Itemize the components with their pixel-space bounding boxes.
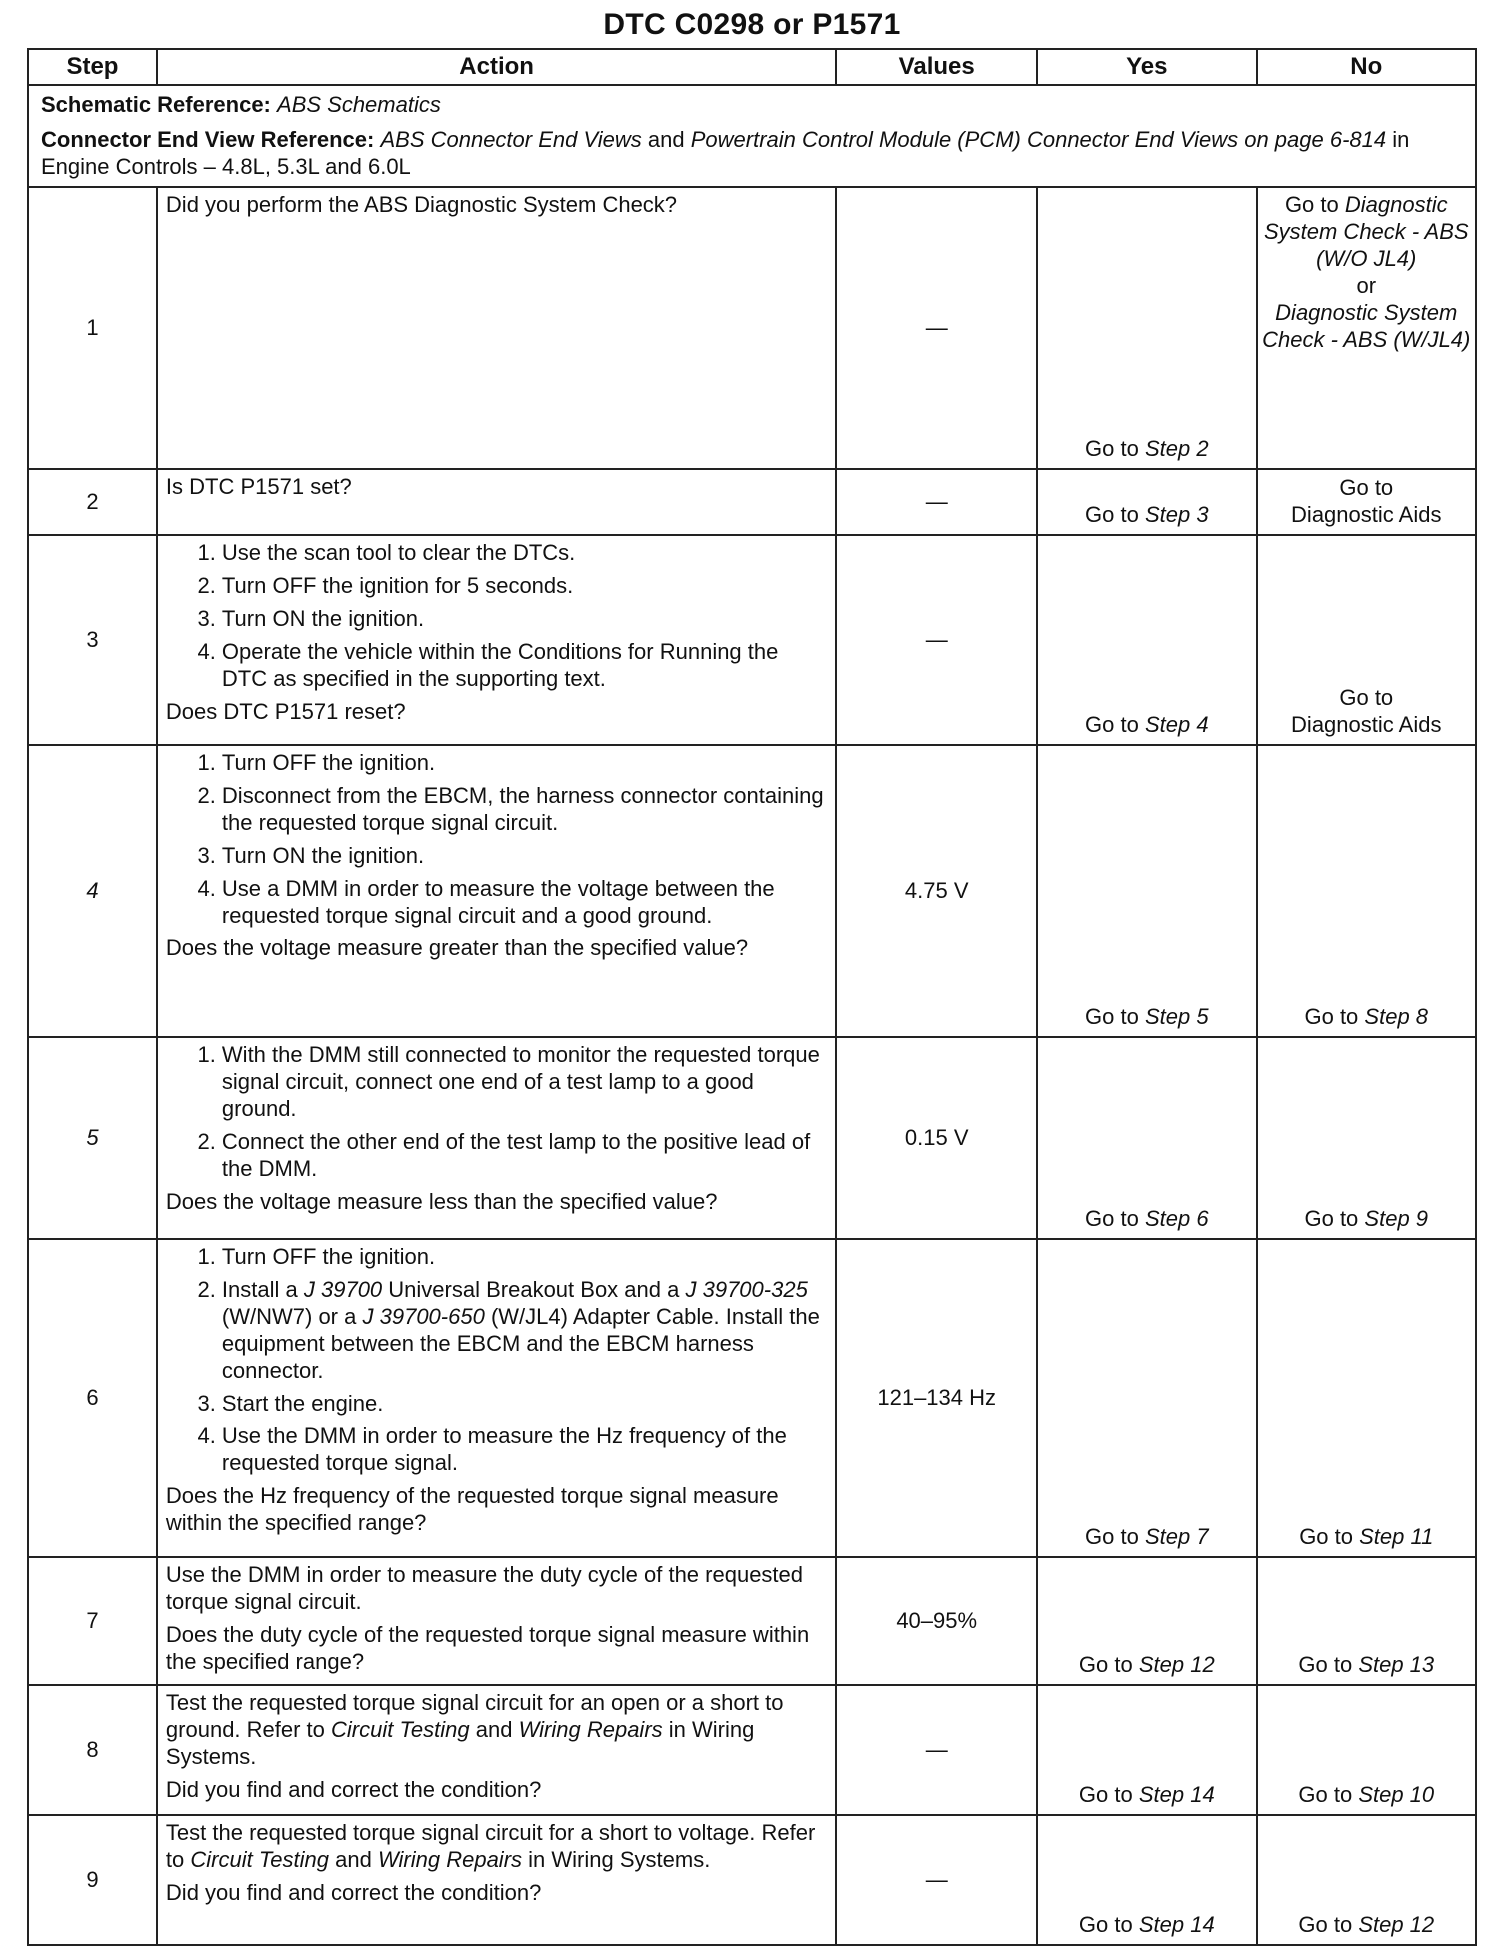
reference-cell bbox=[28, 85, 1476, 187]
schematic-ref-link[interactable]: ABS Schematics bbox=[277, 92, 441, 117]
no-link-b[interactable]: Diagnostic System Check - ABS (W/JL4) bbox=[1262, 299, 1471, 352]
connector-ref-and: and bbox=[647, 126, 685, 152]
no-link[interactable]: Step 13 bbox=[1358, 1651, 1435, 1677]
value-cell: 0.15 V bbox=[836, 1037, 1037, 1239]
question: Did you find and correct the condition? bbox=[165, 1776, 542, 1802]
go-to-text: Go to bbox=[1078, 1911, 1133, 1937]
no-link[interactable]: Diagnostic Aids bbox=[1291, 711, 1442, 737]
yes-link[interactable]: Step 12 bbox=[1138, 1651, 1215, 1677]
header-action: Action bbox=[157, 49, 836, 85]
go-to-text: Go to bbox=[1085, 1523, 1139, 1549]
no-cell bbox=[1257, 469, 1476, 535]
step-number: 9 bbox=[28, 1815, 157, 1945]
question: Does the voltage measure less than the specified value? bbox=[165, 1188, 718, 1214]
action-cell bbox=[157, 1557, 836, 1685]
connector-ref-tail: in Engine Controls – 4.8L, 5.3L and 6.0L bbox=[41, 126, 1410, 179]
step-number: 5 bbox=[28, 1037, 157, 1239]
connector-ref-link-pcm[interactable]: Powertrain Control Module (PCM) Connector End Views on page 6-814 bbox=[690, 126, 1387, 152]
question: Did you find and correct the condition? bbox=[165, 1880, 542, 1906]
item-text: (W/JL4) Adapter Cable. Install the equipment between the EBCM and the EBCM harness connector. bbox=[221, 1304, 820, 1383]
yes-cell bbox=[1037, 745, 1256, 1037]
question: Does the Hz frequency of the requested torque signal measure within the specified range? bbox=[165, 1483, 779, 1535]
wiring-repairs-link[interactable]: Wiring Repairs bbox=[377, 1847, 523, 1873]
list-item: 3. Turn ON the ignition. bbox=[222, 843, 827, 870]
connector-ref-label: Connector End View Reference: bbox=[41, 126, 375, 152]
action-cell bbox=[157, 1037, 836, 1239]
diagnostic-table bbox=[27, 48, 1477, 1946]
table-row bbox=[28, 187, 1476, 469]
step-number: 3 bbox=[28, 535, 157, 745]
no-cell bbox=[1257, 1815, 1476, 1945]
yes-cell bbox=[1037, 1239, 1256, 1557]
go-to-text: Go to bbox=[1304, 1205, 1359, 1231]
action-cell bbox=[157, 1815, 836, 1945]
schematic-ref-label: Schematic Reference: bbox=[41, 92, 271, 117]
wiring-repairs-link[interactable]: Wiring Repairs bbox=[518, 1717, 663, 1743]
question: Did you perform the ABS Diagnostic System Check? bbox=[165, 192, 678, 218]
go-to-text: Go to bbox=[1078, 1781, 1133, 1807]
yes-cell bbox=[1037, 1557, 1256, 1685]
step-number: 8 bbox=[28, 1685, 157, 1815]
yes-link[interactable]: Step 3 bbox=[1144, 501, 1209, 527]
table-row bbox=[28, 1815, 1476, 1945]
header-values: Values bbox=[836, 49, 1037, 85]
table-row bbox=[28, 745, 1476, 1037]
tool-link[interactable]: J 39700-325 bbox=[685, 1277, 808, 1303]
no-cell bbox=[1257, 1685, 1476, 1815]
action-cell bbox=[157, 469, 836, 535]
value-cell: 40–95% bbox=[836, 1557, 1037, 1685]
list-item: 1. Turn OFF the ignition. bbox=[222, 1244, 827, 1271]
question: Does the voltage measure greater than the specified value? bbox=[165, 935, 749, 961]
yes-link[interactable]: Step 7 bbox=[1144, 1523, 1209, 1549]
connector-ref-link-abs[interactable]: ABS Connector End Views bbox=[380, 126, 642, 152]
instruction bbox=[166, 1690, 827, 1770]
action-cell bbox=[157, 1239, 836, 1557]
go-to-text: Go to bbox=[1085, 501, 1139, 527]
no-cell bbox=[1257, 1037, 1476, 1239]
no-link-a[interactable]: Diagnostic System Check - ABS (W/O JL4) bbox=[1263, 192, 1469, 272]
item-text: Universal Breakout Box and a bbox=[388, 1277, 680, 1303]
value-cell: — bbox=[836, 535, 1037, 745]
action-cell bbox=[157, 1685, 836, 1815]
step-number: 6 bbox=[28, 1239, 157, 1557]
no-link[interactable]: Diagnostic Aids bbox=[1291, 501, 1442, 527]
item-text: (W/NW7) or a bbox=[221, 1304, 357, 1330]
action-cell bbox=[157, 745, 836, 1037]
header-yes: Yes bbox=[1037, 49, 1256, 85]
list-item: 1. Turn OFF the ignition. bbox=[222, 750, 827, 777]
table-row bbox=[28, 469, 1476, 535]
list-item: 3. Start the engine. bbox=[222, 1391, 827, 1418]
yes-link[interactable]: Step 2 bbox=[1144, 435, 1209, 461]
instruction-text: in Wiring Systems. bbox=[528, 1847, 711, 1873]
go-to-text: Go to bbox=[1298, 1651, 1353, 1677]
value-cell: — bbox=[836, 1685, 1037, 1815]
no-link[interactable]: Step 10 bbox=[1358, 1781, 1435, 1807]
table-row bbox=[28, 535, 1476, 745]
header-step: Step bbox=[28, 49, 157, 85]
go-to-text: Go to bbox=[1085, 1003, 1139, 1029]
tool-link[interactable]: J 39700 bbox=[303, 1277, 383, 1303]
instruction-text: Test the requested torque signal circuit for an open or a short to ground. Refer to bbox=[165, 1690, 784, 1743]
go-to-text: Go to bbox=[1085, 711, 1139, 737]
list-item: 4. Operate the vehicle within the Conditions for Running the DTC as specified in the supporting text. bbox=[222, 639, 827, 693]
no-cell bbox=[1257, 1239, 1476, 1557]
action-cell bbox=[157, 535, 836, 745]
question: Is DTC P1571 set? bbox=[165, 474, 352, 500]
table-row bbox=[28, 1557, 1476, 1685]
no-cell bbox=[1257, 187, 1476, 469]
table-row bbox=[28, 1037, 1476, 1239]
value-cell: — bbox=[836, 1815, 1037, 1945]
step-number: 4 bbox=[28, 745, 157, 1037]
and-text: and bbox=[335, 1847, 372, 1873]
instruction-text: Test the requested torque signal circuit for a short to voltage. Refer to bbox=[165, 1820, 816, 1873]
yes-link[interactable]: Step 14 bbox=[1138, 1911, 1215, 1937]
go-to-text: Go to bbox=[1304, 1003, 1359, 1029]
circuit-testing-link[interactable]: Circuit Testing bbox=[331, 1717, 470, 1743]
no-link[interactable]: Step 12 bbox=[1358, 1911, 1435, 1937]
yes-cell bbox=[1037, 469, 1256, 535]
list-item: 1. Use the scan tool to clear the DTCs. bbox=[222, 540, 827, 567]
or-text: or bbox=[1356, 272, 1377, 298]
no-link[interactable]: Step 8 bbox=[1364, 1003, 1429, 1029]
tool-link[interactable]: J 39700-650 bbox=[362, 1304, 485, 1330]
no-cell bbox=[1257, 1557, 1476, 1685]
go-to-text: Go to bbox=[1339, 684, 1394, 710]
go-to-text: Go to bbox=[1299, 1523, 1353, 1549]
header-no: No bbox=[1257, 49, 1476, 85]
list-item bbox=[222, 1277, 827, 1384]
question: Does the duty cycle of the requested torque signal measure within the specified range? bbox=[165, 1622, 810, 1674]
value-cell: 4.75 V bbox=[836, 745, 1037, 1037]
question: Does DTC P1571 reset? bbox=[165, 698, 406, 724]
no-link[interactable]: Step 9 bbox=[1364, 1205, 1429, 1231]
list-item: 4. Use a DMM in order to measure the voltage between the requested torque signal circuit and a good ground. bbox=[222, 876, 827, 930]
go-to-text: Go to bbox=[1298, 1781, 1353, 1807]
table-row bbox=[28, 1239, 1476, 1557]
table-row bbox=[28, 1685, 1476, 1815]
step-number: 2 bbox=[28, 469, 157, 535]
no-cell bbox=[1257, 535, 1476, 745]
go-to-text: Go to bbox=[1284, 192, 1339, 218]
list-item: 3. Turn ON the ignition. bbox=[222, 606, 827, 633]
yes-link[interactable]: Step 5 bbox=[1144, 1003, 1209, 1029]
no-cell bbox=[1257, 745, 1476, 1037]
go-to-text: Go to bbox=[1298, 1911, 1353, 1937]
yes-cell bbox=[1037, 1685, 1256, 1815]
item-text: Install a bbox=[221, 1277, 298, 1303]
value-cell: — bbox=[836, 469, 1037, 535]
list-item: 2. Disconnect from the EBCM, the harness connector containing the requested torque signal circuit. bbox=[222, 783, 827, 837]
list-item: 2. Turn OFF the ignition for 5 seconds. bbox=[222, 573, 827, 600]
list-item: 4. Use the DMM in order to measure the Hz frequency of the requested torque signal. bbox=[222, 1423, 827, 1477]
no-link[interactable]: Step 11 bbox=[1359, 1523, 1434, 1549]
and-text: and bbox=[475, 1717, 513, 1743]
yes-link[interactable]: Step 4 bbox=[1144, 711, 1209, 737]
yes-cell bbox=[1037, 535, 1256, 745]
yes-cell bbox=[1037, 187, 1256, 469]
yes-cell bbox=[1037, 1815, 1256, 1945]
instruction: Use the DMM in order to measure the duty cycle of the requested torque signal circuit. bbox=[165, 1562, 804, 1615]
go-to-text: Go to bbox=[1078, 1651, 1133, 1677]
page-title: DTC C0298 or P1571 bbox=[603, 8, 901, 41]
list-item: 1. With the DMM still connected to monitor the requested torque signal circuit, connect one end of a test lamp to a good ground. bbox=[222, 1042, 827, 1122]
header-row bbox=[28, 49, 1476, 85]
go-to-text: Go to bbox=[1339, 474, 1394, 500]
value-cell: — bbox=[836, 187, 1037, 469]
instruction-text: in Wiring Systems. bbox=[165, 1717, 755, 1770]
step-number: 7 bbox=[28, 1557, 157, 1685]
yes-link[interactable]: Step 14 bbox=[1138, 1781, 1215, 1807]
action-cell bbox=[157, 187, 836, 469]
list-item: 2. Connect the other end of the test lamp to the positive lead of the DMM. bbox=[222, 1129, 827, 1183]
yes-cell bbox=[1037, 1037, 1256, 1239]
go-to-text: Go to bbox=[1085, 435, 1139, 461]
go-to-text: Go to bbox=[1085, 1205, 1139, 1231]
reference-row bbox=[28, 85, 1476, 187]
value-cell: 121–134 Hz bbox=[836, 1239, 1037, 1557]
yes-link[interactable]: Step 6 bbox=[1144, 1205, 1209, 1231]
circuit-testing-link[interactable]: Circuit Testing bbox=[190, 1847, 329, 1873]
step-number: 1 bbox=[28, 187, 157, 469]
instruction bbox=[166, 1820, 827, 1874]
